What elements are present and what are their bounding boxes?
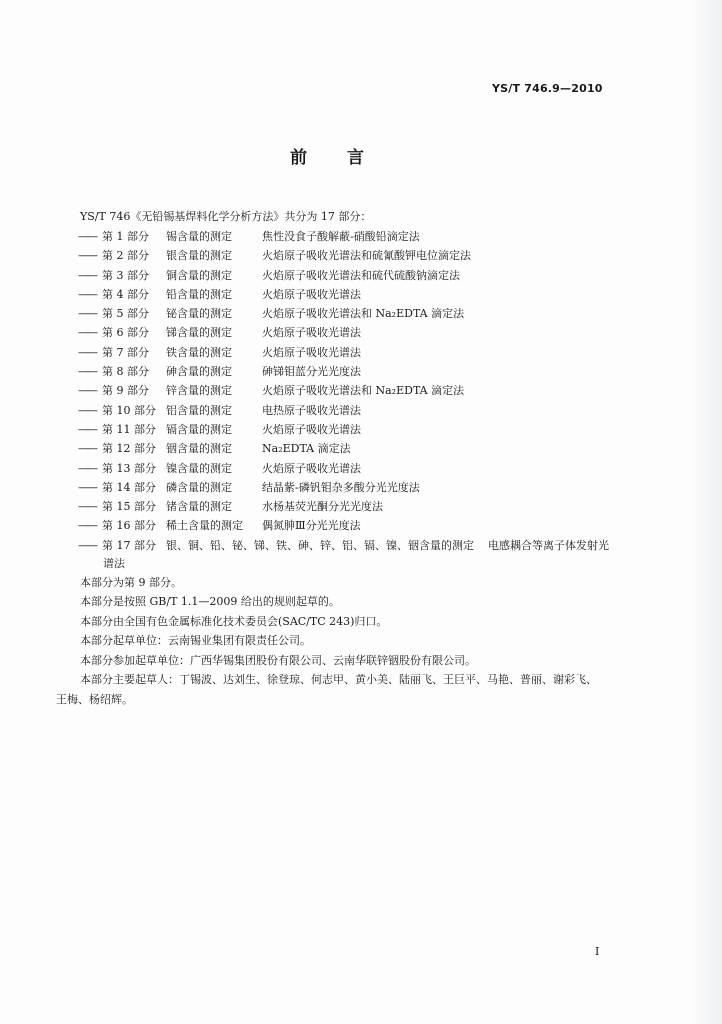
list-dash: —— — [78, 519, 96, 533]
part-method: 火焰原子吸收光谱法 — [262, 461, 361, 475]
part-item — [78, 497, 609, 516]
drafters-continuation: 王梅、杨绍辉。 — [56, 693, 133, 706]
part-item — [78, 516, 609, 535]
list-dash: —— — [78, 307, 96, 321]
part-method: 火焰原子吸收光谱法和硫代硫酸钠滴定法 — [262, 268, 460, 282]
page-number: I — [595, 945, 600, 958]
part-measure: 镍含量的测定 — [166, 461, 232, 475]
part-measure: 铟含量的测定 — [166, 442, 232, 456]
part-item — [78, 478, 609, 497]
part-method: 火焰原子吸收光谱法和硫氰酸钾电位滴定法 — [262, 249, 471, 263]
part-item — [78, 323, 609, 342]
part-method: 火焰原子吸收光谱法 — [262, 422, 361, 436]
page-title: 前言 — [290, 148, 404, 168]
part-number: 第 10 部分 — [102, 403, 156, 417]
part-measure: 砷含量的测定 — [166, 365, 232, 379]
part-method: 火焰原子吸收光谱法和 Na₂EDTA 滴定法 — [262, 307, 465, 321]
part-measure: 铜含量的测定 — [166, 268, 232, 282]
part-number: 第 1 部分 — [102, 230, 149, 243]
parts-list — [78, 227, 609, 555]
part-method: 火焰原子吸收光谱法和 Na₂EDTA 滴定法 — [262, 384, 465, 398]
list-dash: —— — [78, 326, 96, 340]
note-paragraph: 本部分起草单位：云南锡业集团有限责任公司。 — [80, 634, 311, 648]
part-method: 火焰原子吸收光谱法 — [262, 287, 361, 301]
part-method: Na₂EDTA 滴定法 — [262, 442, 351, 456]
page-edge-shadow — [688, 0, 722, 1024]
part-measure: 锡含量的测定 — [166, 230, 232, 243]
list-dash: —— — [78, 287, 96, 301]
part-item — [78, 227, 609, 246]
part-item — [78, 420, 609, 439]
part-measure: 锑含量的测定 — [166, 326, 232, 340]
part-method: 火焰原子吸收光谱法 — [262, 326, 361, 340]
list-dash: —— — [78, 384, 96, 398]
intro-paragraph: YS/T 746《无铅锡基焊料化学分析方法》共分为 17 部分： — [80, 210, 372, 223]
part-number: 第 12 部分 — [102, 442, 156, 456]
list-dash: —— — [78, 403, 96, 417]
part-number: 第 5 部分 — [102, 307, 149, 321]
note-paragraph: 本部分参加起草单位：广西华锡集团股份有限公司、云南华联锌铟股份有限公司。 — [80, 653, 476, 667]
part-item — [78, 536, 609, 555]
part-item — [78, 362, 609, 381]
note-paragraph: 本部分由全国有色金属标准化技术委员会(SAC/TC 243)归口。 — [80, 614, 388, 628]
part-item — [78, 246, 609, 265]
notes-list — [80, 573, 597, 689]
note-paragraph: 本部分主要起草人：丁锡波、达刘生、徐登琼、何志甲、黄小美、陆丽飞、王巨平、马艳、普丽、谢彩飞、 — [80, 672, 597, 686]
part-item — [78, 439, 609, 458]
part-measure: 银含量的测定 — [166, 249, 232, 263]
part-method: 焦性没食子酸解蔽-硝酸铅滴定法 — [262, 230, 420, 243]
part-measure: 铋含量的测定 — [166, 307, 232, 321]
part-method: 砷锑钼蓝分光光度法 — [262, 365, 361, 379]
part-number: 第 8 部分 — [102, 365, 149, 379]
part-item — [78, 401, 609, 420]
part-number: 第 7 部分 — [102, 345, 149, 359]
part-number: 第 14 部分 — [102, 480, 156, 494]
part-measure: 稀土含量的测定 — [166, 519, 243, 533]
list-dash: —— — [78, 422, 96, 436]
part-method: 电热原子吸收光谱法 — [262, 403, 361, 417]
list-dash: —— — [78, 345, 96, 359]
part-method: 火焰原子吸收光谱法 — [262, 345, 361, 359]
part-method: 偶氮胂Ⅲ分光光度法 — [262, 519, 361, 533]
part-measure: 锗含量的测定 — [166, 500, 232, 514]
part-number: 第 2 部分 — [102, 249, 149, 263]
part-17-continuation: 谱法 — [103, 557, 125, 570]
part-measure: 银、铜、铅、铋、锑、铁、砷、锌、铝、镉、镍、铟含量的测定 — [166, 538, 474, 552]
list-dash: —— — [78, 230, 96, 243]
list-dash: —— — [78, 538, 96, 552]
list-dash: —— — [78, 461, 96, 475]
part-item — [78, 459, 609, 478]
list-dash: —— — [78, 500, 96, 514]
part-number: 第 4 部分 — [102, 287, 149, 301]
part-measure: 磷含量的测定 — [166, 480, 232, 494]
part-item — [78, 381, 609, 400]
part-number: 第 16 部分 — [102, 519, 156, 533]
part-number: 第 6 部分 — [102, 326, 149, 340]
part-method: 电感耦合等离子体发射光 — [488, 538, 609, 552]
part-item — [78, 304, 609, 323]
note-paragraph: 本部分是按照 GB/T 1.1—2009 给出的规则起草的。 — [80, 595, 340, 609]
part-item — [78, 343, 609, 362]
part-item — [78, 266, 609, 285]
list-dash: —— — [78, 442, 96, 456]
part-item — [78, 285, 609, 304]
part-measure: 铝含量的测定 — [166, 403, 232, 417]
part-measure: 锌含量的测定 — [166, 384, 232, 398]
note-paragraph: 本部分为第 9 部分。 — [80, 576, 182, 589]
list-dash: —— — [78, 365, 96, 379]
part-measure: 铅含量的测定 — [166, 287, 232, 301]
part-number: 第 17 部分 — [102, 538, 156, 552]
part-number: 第 11 部分 — [102, 422, 156, 436]
part-number: 第 9 部分 — [102, 384, 149, 398]
part-number: 第 3 部分 — [102, 268, 149, 282]
list-dash: —— — [78, 480, 96, 494]
standard-code: YS/T 746.9—2010 — [492, 82, 603, 95]
part-measure: 镉含量的测定 — [166, 422, 232, 436]
part-number: 第 13 部分 — [102, 461, 156, 475]
part-method: 结晶紫-磷钒钼杂多酸分光光度法 — [262, 480, 420, 494]
list-dash: —— — [78, 249, 96, 263]
list-dash: —— — [78, 268, 96, 282]
part-measure: 铁含量的测定 — [166, 345, 232, 359]
part-number: 第 15 部分 — [102, 500, 156, 514]
part-method: 水杨基荧光酮分光光度法 — [262, 500, 383, 514]
